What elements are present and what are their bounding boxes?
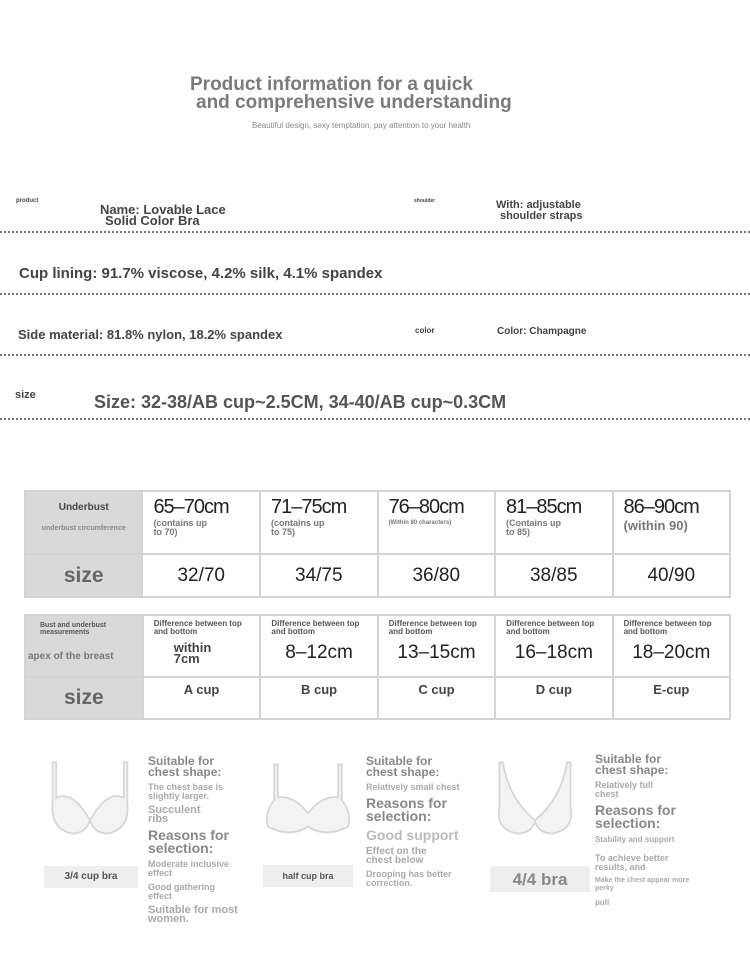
range: 86–90cm xyxy=(623,496,699,518)
desc-text: Suitable for most women. xyxy=(148,904,238,925)
table-row xyxy=(25,677,730,719)
suitable-heading: Suitable for chest shape: xyxy=(595,752,669,777)
bra-description xyxy=(366,756,481,893)
diff-label: Difference between top and bottom xyxy=(388,619,477,636)
range: 13–15cm xyxy=(397,642,476,663)
desc-text: Relatively small chest xyxy=(366,782,460,792)
table-row xyxy=(25,615,730,677)
bra-label: 4/4 bra xyxy=(490,866,590,892)
cup-table xyxy=(24,614,731,720)
suitable-heading: Suitable for chest shape: xyxy=(148,754,222,779)
table-cell xyxy=(613,491,730,554)
name-line: Name: Lovable Lace xyxy=(100,202,226,217)
desc-text: Good gathering effect xyxy=(148,882,215,901)
cup-lining: Cup lining: 91.7% viscose, 4.2% silk, 4.1% spandex xyxy=(19,265,383,282)
table-cell xyxy=(143,677,261,719)
table-row xyxy=(25,554,730,597)
desc-text: To achieve better results, and xyxy=(595,853,669,872)
cup-value: A cup xyxy=(183,682,220,697)
bra-label: half cup bra xyxy=(263,865,353,887)
diff-label: Difference between top and bottom xyxy=(153,619,242,636)
shoulder-line: With: adjustable xyxy=(496,199,581,211)
diff-label: Difference between top and bottom xyxy=(623,619,712,636)
table-cell xyxy=(143,615,261,677)
color-value: Color: Champagne xyxy=(497,326,587,337)
title-line: Product information for a quick xyxy=(190,74,473,95)
desc-text: Effect on the chest below xyxy=(366,846,427,866)
table-cell xyxy=(260,615,377,677)
range: 18–20cm xyxy=(632,642,711,663)
size-value: 36/80 xyxy=(412,564,461,586)
header-label: Bust and underbust measurements xyxy=(40,622,107,636)
size-label: size xyxy=(64,686,104,709)
subtitle: Beautiful design, sexy temptation, pay attention to your health xyxy=(252,121,471,130)
table-cell xyxy=(378,554,495,597)
desc-text: pull xyxy=(595,898,610,907)
size-label: size xyxy=(63,563,104,587)
three-quarter-cup-bra-image xyxy=(40,758,140,838)
size-value: 34/75 xyxy=(295,564,343,586)
note: (within 90) xyxy=(623,518,688,533)
cup-value: D cup xyxy=(535,682,572,697)
reasons-heading: Reasons for selection: xyxy=(595,802,676,831)
table-header-cell xyxy=(25,677,143,719)
shoulder-line: shoulder straps xyxy=(500,210,583,222)
table-cell xyxy=(378,491,495,554)
table-cell xyxy=(613,677,730,719)
range: 71–75cm xyxy=(271,496,347,518)
size-value: 40/90 xyxy=(647,564,696,586)
table-cell xyxy=(495,677,612,719)
divider xyxy=(0,354,750,356)
table-cell xyxy=(613,554,730,597)
bra-label: 3/4 cup bra xyxy=(44,866,138,888)
diff-label: Difference between top and bottom xyxy=(506,619,595,636)
table-row xyxy=(25,491,730,554)
full-cup-bra-image xyxy=(485,758,585,838)
desc-text: Good support xyxy=(366,827,459,843)
range: 8–12cm xyxy=(285,642,353,663)
range: 16–18cm xyxy=(514,642,593,663)
size-value: 38/85 xyxy=(529,564,578,586)
desc-text: The chest base is slightly larger. xyxy=(148,782,224,801)
table-cell xyxy=(260,554,378,597)
cup-value: E-cup xyxy=(653,682,690,697)
cup-value: C cup xyxy=(418,682,455,697)
range: 65–70cm xyxy=(153,496,229,518)
divider xyxy=(0,293,750,295)
header-sub: underbust circumference xyxy=(41,525,126,532)
reasons-heading: Reasons for selection: xyxy=(366,795,447,824)
table-cell xyxy=(378,615,495,677)
title-line: and comprehensive understanding xyxy=(196,92,512,113)
table-cell xyxy=(378,677,495,719)
note: (Within 80 characters) xyxy=(388,520,452,526)
header-label: Underbust xyxy=(58,502,109,513)
range: 81–85cm xyxy=(505,496,582,518)
range: within 7cm xyxy=(173,640,212,666)
divider xyxy=(0,418,750,420)
table-cell xyxy=(142,491,260,554)
header-sub: apex of the breast xyxy=(28,651,114,662)
desc-text: Stability and support xyxy=(595,835,675,844)
note: (contains up to 75) xyxy=(271,518,325,537)
note: (Contains up to 85) xyxy=(505,518,561,537)
shoulder-value xyxy=(496,200,583,222)
shoulder-label: shoulder xyxy=(414,198,436,204)
cup-value: B cup xyxy=(301,682,338,697)
table-cell xyxy=(495,615,612,677)
desc-text: Succulent ribs xyxy=(148,804,201,825)
table-cell xyxy=(495,491,613,554)
side-material: Side material: 81.8% nylon, 18.2% spandex xyxy=(18,327,283,342)
note: (contains up to 70) xyxy=(153,518,207,537)
diff-label: Difference between top and bottom xyxy=(271,619,360,636)
product-label: product xyxy=(16,198,39,204)
table-header-cell xyxy=(25,615,143,677)
table-cell xyxy=(613,615,730,677)
bra-description xyxy=(148,756,248,929)
desc-text: Make the chest appear more perky xyxy=(595,877,690,892)
bra-description xyxy=(595,754,700,912)
desc-text: Moderate inclusive effect xyxy=(148,859,230,878)
half-cup-bra-image xyxy=(258,760,358,840)
size-label: size xyxy=(15,389,36,401)
table-cell xyxy=(260,491,378,554)
product-name xyxy=(100,204,226,226)
desc-text: Relatively full chest xyxy=(595,780,654,799)
table-cell xyxy=(142,554,260,597)
range: 76–80cm xyxy=(388,496,464,518)
divider xyxy=(0,231,750,233)
color-label: color xyxy=(415,326,435,335)
suitable-heading: Suitable for chest shape: xyxy=(366,754,440,779)
reasons-heading: Reasons for selection: xyxy=(148,827,229,856)
table-cell xyxy=(260,677,377,719)
name-line: Solid Color Bra xyxy=(105,213,200,228)
desc-text: Drooping has better correction. xyxy=(366,869,452,888)
table-header-cell xyxy=(25,554,142,597)
size-value: Size: 32-38/AB cup~2.5CM, 34-40/AB cup~0.3CM xyxy=(94,392,507,412)
table-cell xyxy=(495,554,613,597)
table-header-cell xyxy=(25,491,142,554)
underbust-table xyxy=(24,490,731,598)
page-title xyxy=(190,76,512,112)
size-value: 32/70 xyxy=(177,564,225,586)
